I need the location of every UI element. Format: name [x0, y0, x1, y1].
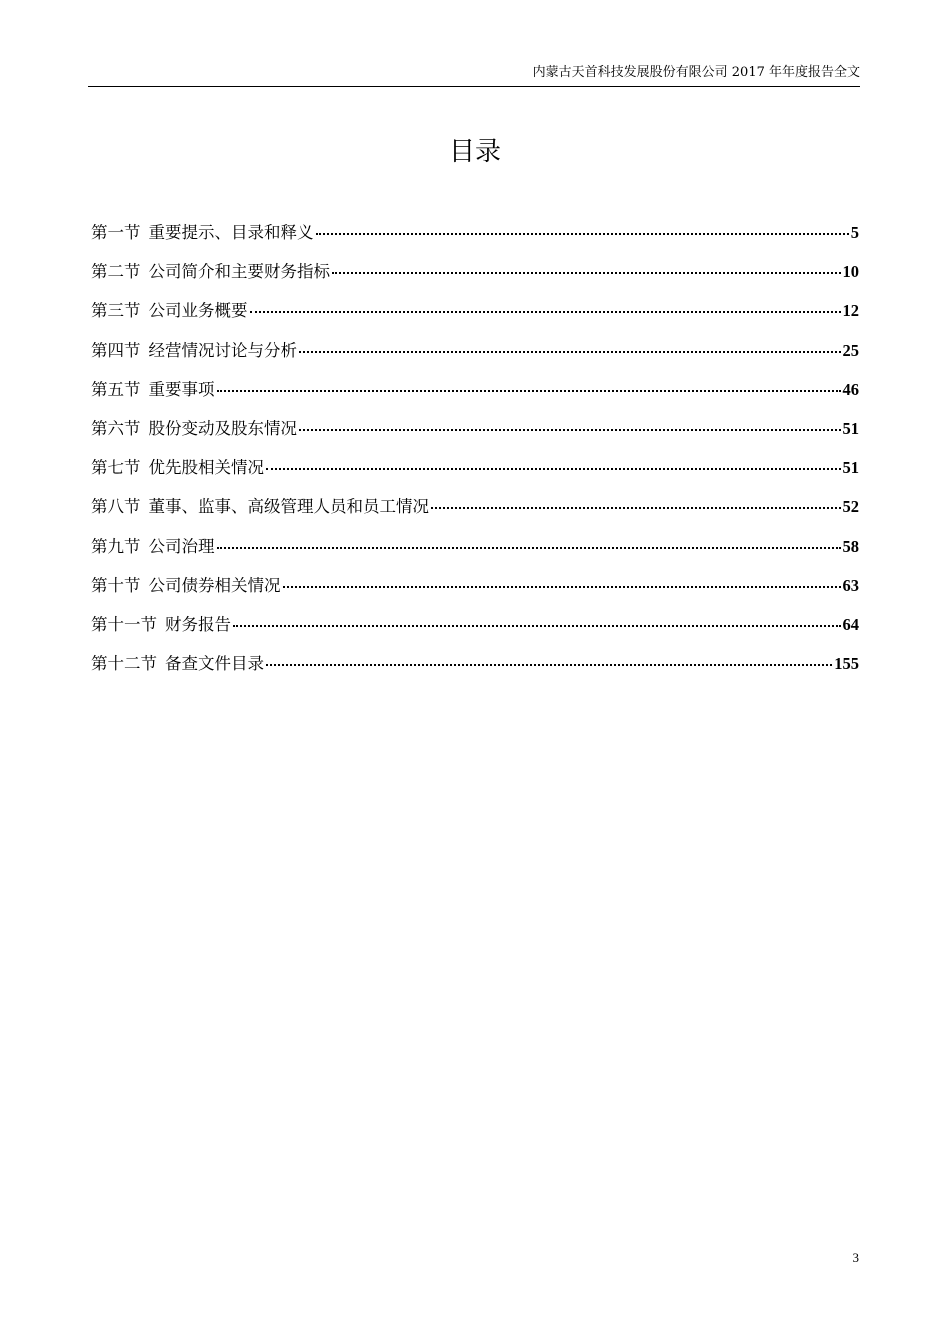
toc-section-number: 第六节	[91, 418, 141, 438]
toc-entry[interactable]	[91, 611, 859, 650]
toc-leader-dots	[233, 625, 841, 627]
toc-page-number: 58	[842, 536, 859, 556]
toc-page-number: 155	[834, 654, 859, 674]
toc-section-number: 第五节	[91, 379, 141, 399]
toc-page-number: 52	[842, 497, 859, 517]
toc-leader-dots	[316, 233, 849, 235]
table-of-contents	[91, 219, 859, 689]
toc-section-name: 股份变动及股东情况	[148, 418, 297, 438]
toc-section-number: 第三节	[91, 301, 141, 321]
toc-section-number: 第一节	[91, 223, 141, 242]
toc-page-number: 51	[842, 458, 859, 478]
toc-section-number: 第八节	[91, 497, 141, 517]
toc-leader-dots	[332, 272, 841, 274]
toc-section-name: 重要提示、目录和释义	[148, 223, 314, 242]
toc-entry[interactable]	[91, 533, 859, 572]
toc-leader-dots	[217, 390, 841, 392]
toc-leader-dots	[250, 311, 841, 313]
toc-page-number: 10	[842, 262, 859, 282]
toc-section-name: 备查文件目录	[165, 654, 264, 674]
toc-leader-dots	[431, 507, 841, 509]
toc-section-number: 第十二节	[91, 654, 157, 674]
toc-section-name: 财务报告	[165, 614, 231, 634]
toc-entry[interactable]	[91, 376, 859, 415]
toc-leader-dots	[283, 586, 841, 588]
toc-section-name: 董事、监事、高级管理人员和员工情况	[148, 497, 429, 517]
toc-leader-dots	[266, 468, 841, 470]
toc-section-number: 第九节	[91, 536, 141, 556]
document-header-title: 内蒙古天首科技发展股份有限公司 2017 年年度报告全文	[532, 65, 860, 80]
toc-page-number: 5	[850, 223, 859, 242]
toc-section-name: 优先股相关情况	[148, 458, 264, 478]
header-divider	[88, 86, 860, 87]
toc-page-number: 46	[842, 379, 859, 399]
toc-entry[interactable]	[91, 415, 859, 454]
toc-section-number: 第二节	[91, 262, 141, 282]
toc-entry[interactable]	[91, 572, 859, 611]
toc-title: 目录	[448, 137, 501, 167]
toc-section-number: 第四节	[91, 340, 141, 360]
toc-page-number: 64	[842, 614, 859, 634]
toc-section-name: 公司简介和主要财务指标	[148, 262, 330, 282]
toc-page-number: 12	[842, 301, 859, 321]
toc-section-number: 第十一节	[91, 614, 157, 634]
toc-leader-dots	[266, 664, 832, 666]
toc-section-name: 经营情况讨论与分析	[148, 340, 297, 360]
toc-entry[interactable]	[91, 650, 859, 689]
toc-entry[interactable]	[91, 219, 859, 258]
toc-page-number: 51	[842, 418, 859, 438]
toc-section-name: 重要事项	[148, 379, 215, 399]
toc-leader-dots	[299, 429, 841, 431]
toc-section-name: 公司治理	[148, 536, 215, 556]
toc-section-number: 第七节	[91, 458, 141, 478]
toc-section-name: 公司业务概要	[148, 301, 248, 321]
toc-page-number: 63	[842, 575, 859, 595]
page-number: 3	[852, 1250, 859, 1265]
toc-leader-dots	[217, 547, 841, 549]
toc-section-number: 第十节	[91, 575, 141, 595]
toc-entry[interactable]	[91, 454, 859, 493]
toc-section-name: 公司债券相关情况	[148, 575, 281, 595]
toc-page-number: 25	[842, 340, 859, 360]
toc-entry[interactable]	[91, 258, 859, 297]
toc-entry[interactable]	[91, 297, 859, 336]
toc-entry[interactable]	[91, 337, 859, 376]
toc-leader-dots	[299, 351, 841, 353]
toc-entry[interactable]	[91, 493, 859, 532]
